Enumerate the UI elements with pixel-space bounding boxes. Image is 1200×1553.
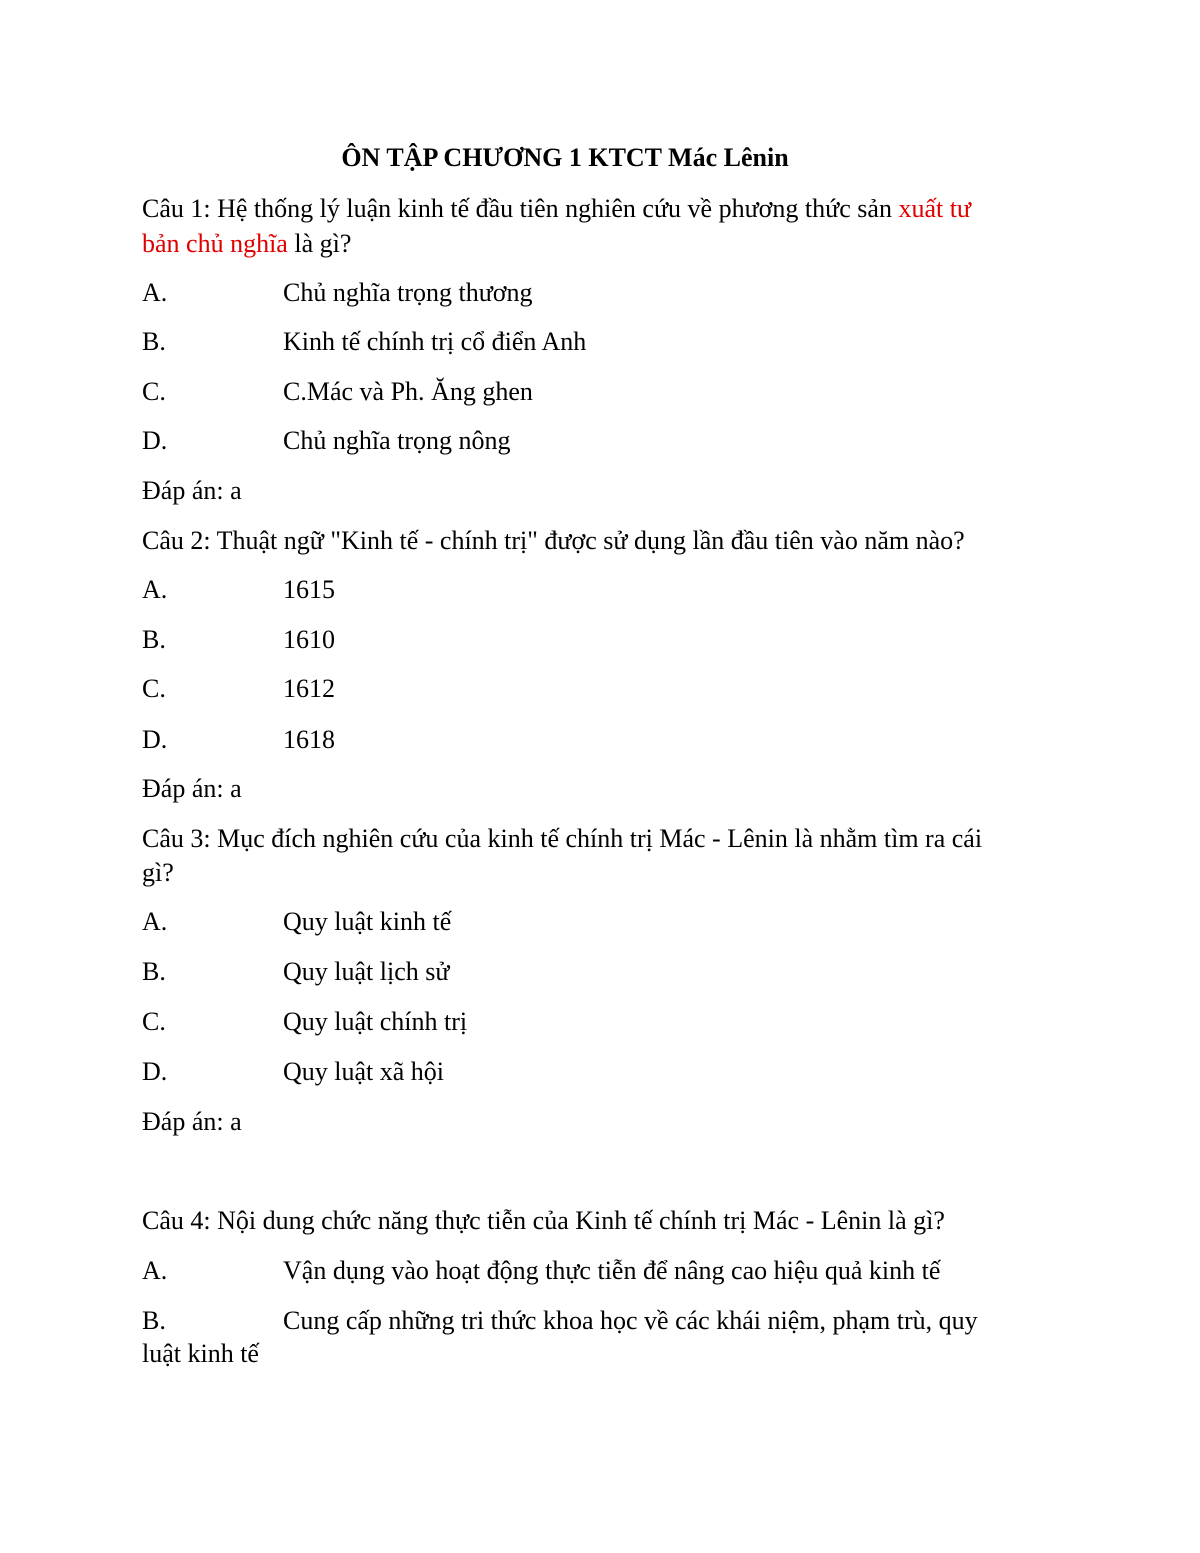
q2-option-c-text: 1612 xyxy=(283,674,335,703)
q3-option-c-text: Quy luật chính trị xyxy=(283,1007,468,1036)
q3-option-c-letter: C. xyxy=(142,1007,166,1036)
q4-option-b-text: Cung cấp những tri thức khoa học về các khái niệm, phạm trù, quy xyxy=(283,1306,978,1335)
q3-option-a-letter: A. xyxy=(142,907,168,936)
q2-option-a-text: 1615 xyxy=(283,575,335,604)
question-2-line-1: Câu 2: Thuật ngữ "Kinh tế - chính trị" được sử dụng lần đầu tiên vào năm nào? xyxy=(142,526,965,555)
q1-option-c-text: C.Mác và Ph. Ăng ghen xyxy=(283,377,533,406)
question-1-highlight-cont: bản chủ nghĩa xyxy=(142,229,288,258)
q1-option-d-letter: D. xyxy=(142,426,168,455)
q4-option-a-text: Vận dụng vào hoạt động thực tiễn để nâng cao hiệu quả kinh tế xyxy=(283,1256,941,1285)
q4-option-b-letter: B. xyxy=(142,1306,166,1335)
q2-option-c-letter: C. xyxy=(142,674,166,703)
q3-option-a-text: Quy luật kinh tế xyxy=(283,907,452,936)
q2-option-a-letter: A. xyxy=(142,575,168,604)
q3-option-b-letter: B. xyxy=(142,957,166,986)
q4-option-a-letter: A. xyxy=(142,1256,168,1285)
q2-option-b-text: 1610 xyxy=(283,625,335,654)
q1-option-c-letter: C. xyxy=(142,377,166,406)
q1-option-a-text: Chủ nghĩa trọng thương xyxy=(283,278,533,307)
question-1-line-1 xyxy=(142,193,971,225)
question-1-line-2 xyxy=(142,228,351,260)
q2-option-b-letter: B. xyxy=(142,625,166,654)
q1-option-b-text: Kinh tế chính trị cổ điển Anh xyxy=(283,327,587,356)
question-3-line-2: gì? xyxy=(142,858,174,887)
document-title: ÔN TẬP CHƯƠNG 1 KTCT Mác Lênin xyxy=(341,143,789,172)
q3-option-d-text: Quy luật xã hội xyxy=(283,1057,445,1086)
q2-option-d-text: 1618 xyxy=(283,725,335,754)
question-1-text: Câu 1: Hệ thống lý luận kinh tế đầu tiên nghiên cứu về phương thức sản xyxy=(142,194,899,223)
q1-option-d-text: Chủ nghĩa trọng nông xyxy=(283,426,511,455)
q1-answer: Đáp án: a xyxy=(142,476,242,505)
q2-answer: Đáp án: a xyxy=(142,774,242,803)
q1-option-a-letter: A. xyxy=(142,278,168,307)
q3-answer: Đáp án: a xyxy=(142,1107,242,1136)
question-4-line-1: Câu 4: Nội dung chức năng thực tiễn của Kinh tế chính trị Mác - Lênin là gì? xyxy=(142,1206,945,1235)
q1-option-b-letter: B. xyxy=(142,327,166,356)
question-1-highlight: xuất tư xyxy=(898,194,972,223)
q4-option-b-text-cont: luật kinh tế xyxy=(142,1339,259,1368)
q2-option-d-letter: D. xyxy=(142,725,168,754)
q3-option-b-text: Quy luật lịch sử xyxy=(283,957,450,986)
question-3-line-1: Câu 3: Mục đích nghiên cứu của kinh tế chính trị Mác - Lênin là nhằm tìm ra cái xyxy=(142,824,983,853)
q3-option-d-letter: D. xyxy=(142,1057,168,1086)
question-1-text-end: là gì? xyxy=(287,229,352,258)
